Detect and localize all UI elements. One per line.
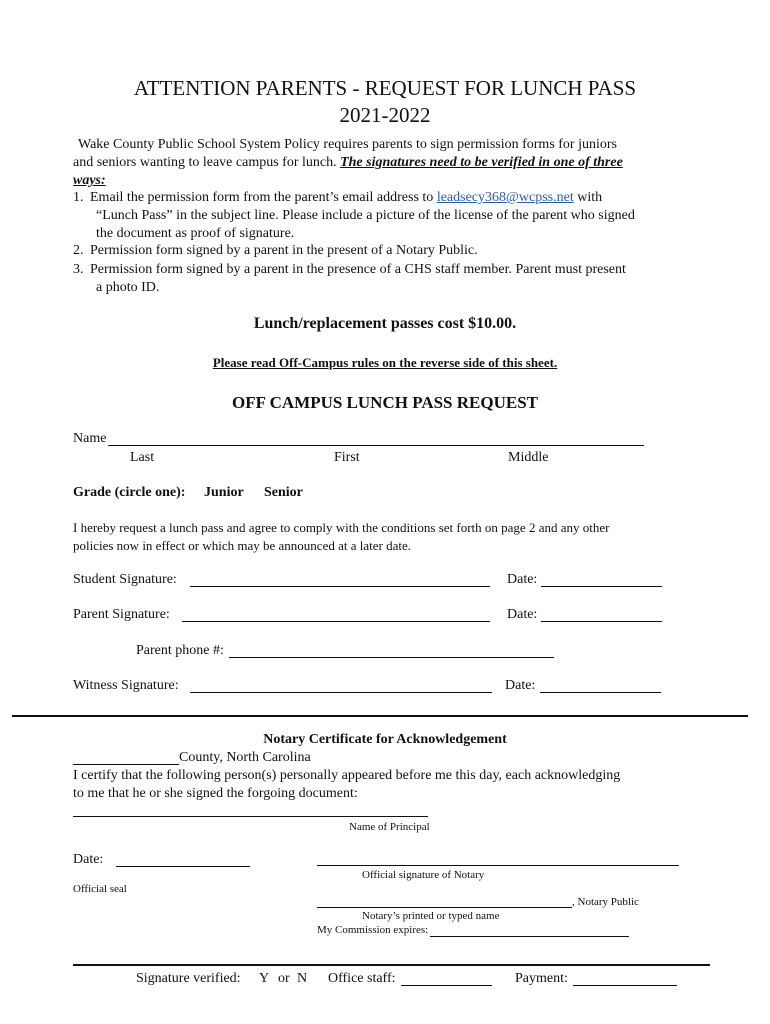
commission-label: My Commission expires: <box>317 924 429 936</box>
principal-name-label: Name of Principal <box>349 821 430 833</box>
witness-date-field[interactable] <box>540 692 661 693</box>
student-date-label: Date: <box>507 572 538 587</box>
intro-emphasis-ways: ways: <box>73 173 106 188</box>
page-title: ATTENTION PARENTS - REQUEST FOR LUNCH PASS <box>133 76 637 100</box>
agreement-line-2: policies now in effect or which may be announced at a later date. <box>73 538 411 553</box>
notary-date-label: Date: <box>73 852 104 867</box>
student-signature-label: Student Signature: <box>73 572 177 587</box>
county-field[interactable] <box>73 764 179 765</box>
request-heading: OFF CAMPUS LUNCH PASS REQUEST <box>231 393 539 412</box>
grade-label: Grade (circle one): <box>73 485 186 500</box>
grade-senior-option[interactable]: Senior <box>264 485 303 500</box>
student-date-field[interactable] <box>541 586 662 587</box>
parent-phone-label: Parent phone #: <box>136 643 224 658</box>
method-1-line-1 <box>90 190 602 206</box>
method-3-number: 3. <box>73 262 84 277</box>
method-1-line-3: the document as proof of signature. <box>96 226 295 241</box>
notary-date-field[interactable] <box>116 866 250 867</box>
payment-field[interactable] <box>573 985 677 986</box>
certify-line-1: I certify that the following person(s) personally appeared before me this day, each acknowledging <box>73 768 621 783</box>
name-field[interactable] <box>108 445 644 446</box>
name-last-label: Last <box>130 450 155 465</box>
county-label: County, North Carolina <box>179 750 311 765</box>
parent-date-field[interactable] <box>541 621 662 622</box>
method-1-text: Email the permission form from the parent’s email address to <box>90 190 434 205</box>
footer-divider <box>73 964 710 966</box>
method-1-with: with <box>577 190 603 205</box>
principal-name-field[interactable] <box>73 816 428 817</box>
parent-signature-field[interactable] <box>182 621 490 622</box>
name-first-label: First <box>334 450 360 465</box>
notary-public-label: , Notary Public <box>572 896 639 908</box>
agreement-line-1: I hereby request a lunch pass and agree to comply with the conditions set forth on page 2 and any other <box>73 520 610 535</box>
notary-signature-label: Official signature of Notary <box>362 869 485 881</box>
method-1-number: 1. <box>73 190 84 205</box>
payment-label: Payment: <box>515 971 568 986</box>
witness-signature-label: Witness Signature: <box>73 678 179 693</box>
method-2-text: Permission form signed by a parent in the present of a Notary Public. <box>90 243 478 258</box>
office-staff-label: Office staff: <box>328 971 396 986</box>
notary-printed-name-field[interactable] <box>317 907 572 908</box>
school-year: 2021-2022 <box>339 103 431 127</box>
name-middle-label: Middle <box>508 450 549 465</box>
notary-printed-name-label: Notary’s printed or typed name <box>362 910 500 922</box>
grade-junior-option[interactable]: Junior <box>204 485 244 500</box>
verified-no-option[interactable]: N <box>297 971 308 986</box>
witness-date-label: Date: <box>505 678 536 693</box>
method-1-line-2: “Lunch Pass” in the subject line. Please include a picture of the license of the parent who signed <box>96 208 635 223</box>
verified-or-text: or <box>278 971 290 986</box>
intro-line-1: Wake County Public School System Policy requires parents to sign permission forms for juniors <box>78 137 617 152</box>
student-signature-field[interactable] <box>190 586 490 587</box>
method-3-line-1: Permission form signed by a parent in the presence of a CHS staff member. Parent must present <box>90 262 626 277</box>
parent-date-label: Date: <box>507 607 538 622</box>
certify-line-2: to me that he or she signed the forgoing document: <box>73 786 358 801</box>
method-3-line-2: a photo ID. <box>96 280 160 295</box>
notary-signature-field[interactable] <box>317 865 679 866</box>
intro-plain: and seniors wanting to leave campus for lunch. <box>73 155 337 170</box>
cost-notice: Lunch/replacement passes cost $10.00. <box>253 315 517 332</box>
office-staff-field[interactable] <box>401 985 492 986</box>
parent-phone-field[interactable] <box>229 657 554 658</box>
official-seal-label: Official seal <box>73 883 127 895</box>
commission-field[interactable] <box>430 936 629 937</box>
section-divider <box>12 715 748 717</box>
signature-verified-label: Signature verified: <box>136 971 241 986</box>
rules-note: Please read Off-Campus rules on the reverse side of this sheet. <box>212 355 558 370</box>
intro-line-2 <box>73 155 623 171</box>
email-link[interactable]: leadsecy368@wcpss.net <box>436 190 574 205</box>
method-2-number: 2. <box>73 243 84 258</box>
notary-heading: Notary Certificate for Acknowledgement <box>263 732 507 747</box>
name-label: Name <box>73 431 107 446</box>
verified-yes-option[interactable]: Y <box>259 971 270 986</box>
witness-signature-field[interactable] <box>190 692 492 693</box>
parent-signature-label: Parent Signature: <box>73 607 170 622</box>
intro-emphasis: The signatures need to be verified in one of three <box>340 155 623 170</box>
